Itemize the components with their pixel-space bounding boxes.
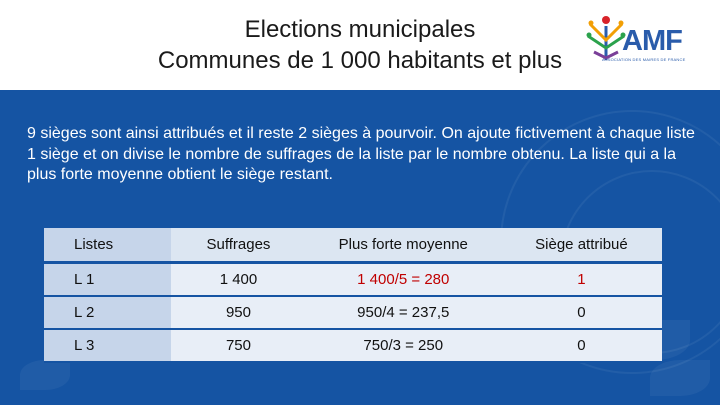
amf-logo: [586, 10, 706, 72]
title-line-2: Communes de 1 000 habitants et plus: [157, 47, 563, 74]
header-siege: Siège attribué: [501, 228, 662, 264]
explanation-paragraph: 9 sièges sont ainsi attribués et il reste 2 sièges à pourvoir. On ajoute fictivement à chaque liste 1 siège et on divise le nombre de suffrages de la liste par le nombre obtenu. La liste qui a la plus forte moyenne obtient le siège restant.: [27, 125, 695, 183]
cell-list: L 1: [44, 264, 171, 297]
table-header-row: [44, 228, 662, 264]
cell-average: 750/3 = 250: [306, 330, 501, 363]
header-listes: Listes: [44, 228, 171, 264]
cell-votes: 750: [171, 330, 305, 363]
cell-votes: 950: [171, 297, 305, 330]
cell-list: L 2: [44, 297, 171, 330]
results-table: [44, 228, 662, 363]
cell-seat: 1: [501, 264, 662, 297]
cell-seat: 0: [501, 297, 662, 330]
table-row: [44, 330, 662, 363]
table-row: [44, 297, 662, 330]
cell-list: L 3: [44, 330, 171, 363]
slide-header: [0, 0, 720, 90]
cell-seat: 0: [501, 330, 662, 363]
decorative-leaf: [650, 360, 710, 396]
cell-average: 1 400/5 = 280: [306, 264, 501, 297]
table-row: [44, 264, 662, 297]
logo-tagline: ASSOCIATION DES MAIRES DE FRANCE: [602, 57, 686, 62]
title-line-1: Elections municipales: [244, 16, 476, 43]
cell-average: 950/4 = 237,5: [306, 297, 501, 330]
logo-wordmark: AMF: [622, 25, 682, 57]
header-suffrages: Suffrages: [171, 228, 305, 264]
cell-votes: 1 400: [171, 264, 305, 297]
decorative-leaf: [20, 360, 70, 390]
header-moyenne: Plus forte moyenne: [306, 228, 501, 264]
slide-title: [100, 14, 620, 76]
